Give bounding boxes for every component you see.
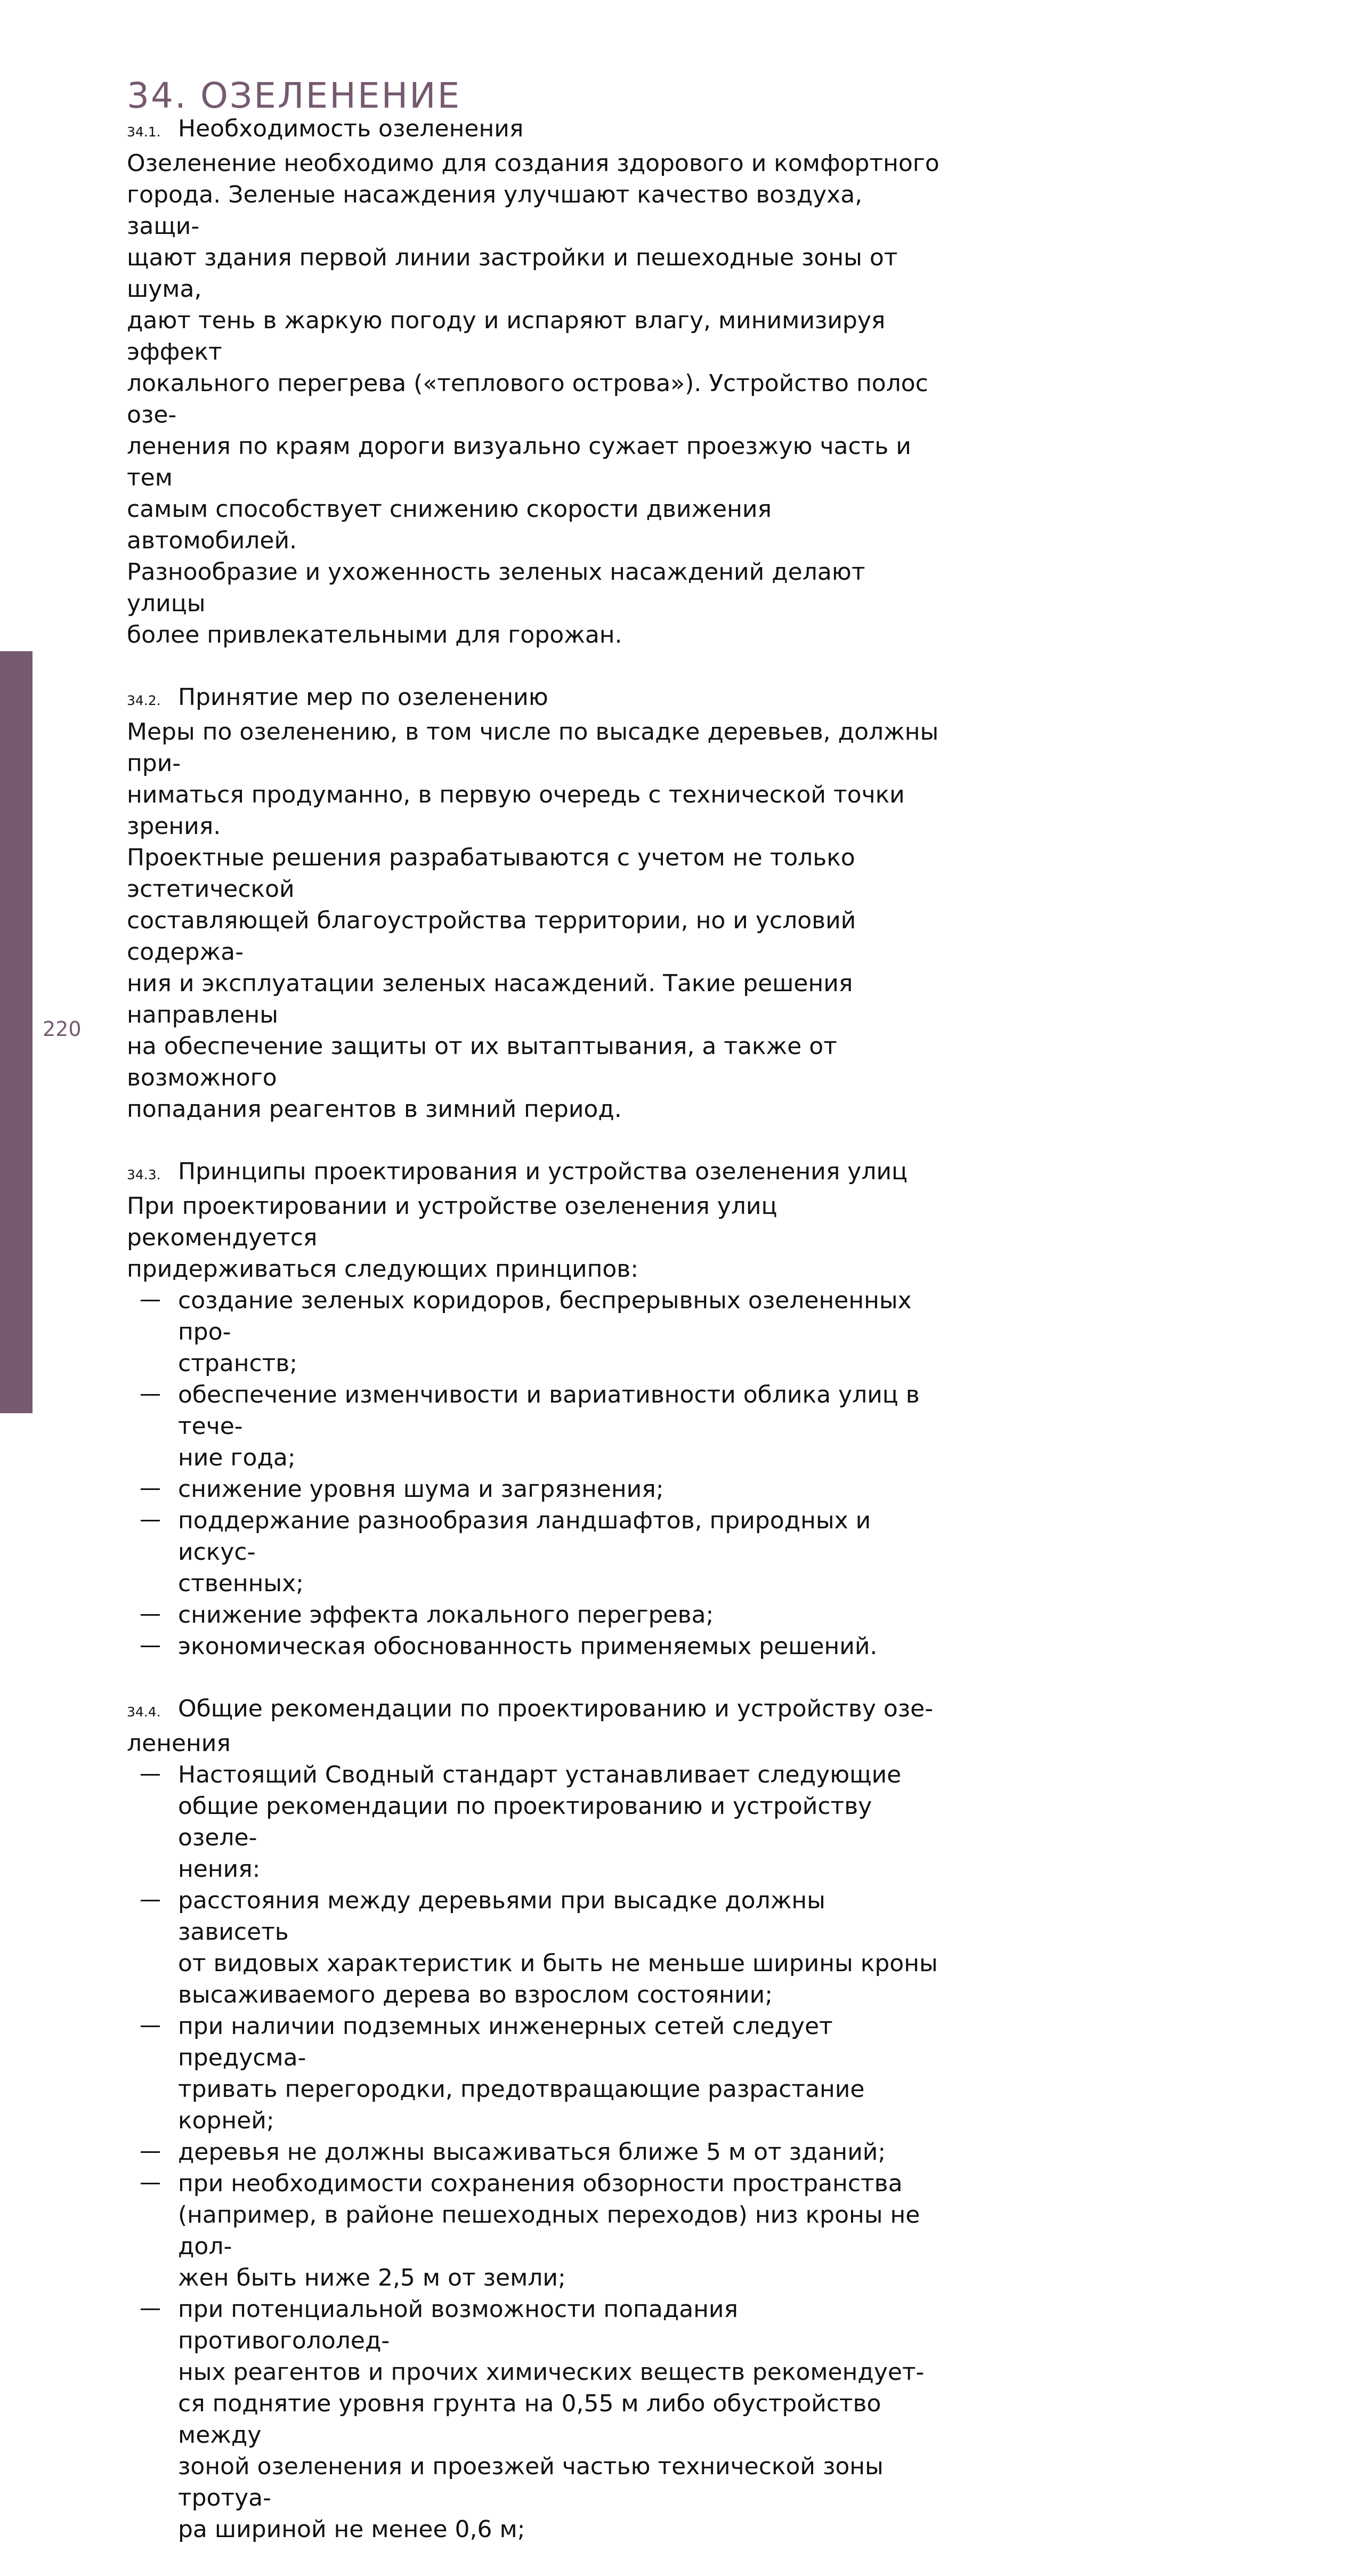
dash-bullet [141,2183,160,2184]
section-number: 34.1. [127,124,161,140]
section-34-2 [127,682,942,1125]
text-line: общие рекомендации по проектированию и устройству озеле- [178,1793,872,1851]
text-line: Озеленение необходимо для создания здорового и комфортного [127,150,939,177]
list-item [127,1379,942,1473]
dash-bullet [141,1646,160,1647]
list-item [127,2011,942,2136]
list-item [127,2136,942,2168]
section-heading [127,113,942,148]
text-line: Проектные решения разрабатываются с учетом не только эстетической [127,844,855,903]
text-line: снижение уровня шума и загрязнения; [178,1476,664,1503]
text-line: (например, в районе пешеходных переходов) низ кроны не дол- [178,2201,920,2260]
text-line: Меры по озеленению, в том числе по высадке деревьев, должны при- [127,718,939,777]
text-line: дают тень в жаркую погоду и испаряют влагу, минимизируя эффект [127,307,886,366]
text-line: на обеспечение защиты от их вытаптывания, а также от возможного [127,1033,837,1091]
principles-list [127,1285,942,1662]
text-line: ленения по краям дороги визуально сужает проезжую часть и тем [127,433,911,491]
list-item [127,1473,942,1505]
section-heading [127,1156,942,1190]
text-line: ние года; [178,1444,296,1471]
text-line: при необходимости сохранения обзорности пространства [178,2170,903,2197]
dash-bullet [141,1774,160,1776]
text-line: от видовых характеристик и быть не меньше ширины кроны [178,1950,938,1977]
list-item [127,1631,942,1662]
side-color-band [0,651,33,1413]
text-line: создание зеленых коридоров, беспрерывных озелененных про- [178,1287,912,1346]
text-line: При проектировании и устройстве озеленения улиц рекомендуется [127,1193,777,1251]
text-line: зоной озеленения и проезжей частью технической зоны тротуа- [178,2453,884,2512]
section-number: 34.4. [127,1704,161,1720]
text-line: странств; [178,1350,298,1377]
text-line: обеспечение изменчивости и вариативности облика улиц в тече- [178,1381,920,1440]
dash-bullet [141,1488,160,1490]
section-paragraph [127,148,942,651]
text-line: тривать перегородки, предотвращающие разрастание корней; [178,2076,865,2134]
text-line: ниматься продуманно, в первую очередь с технической точки зрения. [127,781,905,840]
section-heading [127,1693,942,1759]
text-line: самым способствует снижению скорости движения автомобилей. [127,496,772,554]
text-line: расстояния между деревьями при высадке должны зависеть [178,1887,825,1946]
chapter-title: 34. ОЗЕЛЕНЕНИЕ [127,75,461,116]
text-line: ных реагентов и прочих химических веществ рекомендует- [178,2359,925,2386]
text-line: более привлекательными для горожан. [127,621,622,649]
section-paragraph [127,1190,942,1285]
section-34-4 [127,1693,942,2545]
text-line: экономическая обоснованность применяемых решений. [178,1633,878,1660]
text-line: Настоящий Сводный стандарт устанавливает следующие [178,1761,902,1788]
list-item [127,1599,942,1631]
page-number: 220 [43,1017,82,1041]
list-item [127,1505,942,1599]
dash-bullet [141,2026,160,2027]
text-line: высаживаемого дерева во взрослом состоянии; [178,1981,773,2008]
text-line: составляющей благоустройства территории, но и условий содержа- [127,907,856,966]
text-line: деревья не должны высаживаться ближе 5 м от зданий; [178,2138,886,2166]
section-34-1 [127,113,942,651]
dash-bullet [141,1300,160,1301]
list-item [127,1759,942,1885]
section-number: 34.2. [127,693,161,708]
text-line: попадания реагентов в зимний период. [127,1096,622,1123]
text-line: снижение эффекта локального перегрева; [178,1601,714,1629]
list-item [127,1285,942,1379]
dash-bullet [141,2151,160,2153]
list-item [127,2294,942,2545]
recommendations-list [127,1759,942,2545]
dash-bullet [141,1520,160,1521]
section-34-3 [127,1156,942,1662]
section-number: 34.3. [127,1167,161,1182]
dash-bullet [141,2308,160,2310]
section-title: Общие рекомендации по проектированию и устройству озе- [178,1695,934,1722]
text-line: нения: [178,1856,261,1883]
text-line: поддержание разнообразия ландшафтов, природных и искус- [178,1507,871,1566]
text-line: при наличии подземных инженерных сетей следует предусма- [178,2013,833,2071]
section-paragraph [127,716,942,1125]
text-line: ния и эксплуатации зеленых насаждений. Такие решения направлены [127,970,853,1028]
list-item [127,1885,942,2011]
page-content [127,75,942,2576]
dash-bullet [141,1394,160,1396]
text-line: жен быть ниже 2,5 м от земли; [178,2264,566,2291]
text-line: придерживаться следующих принципов: [127,1255,639,1283]
dash-bullet [141,1614,160,1616]
section-title: Принципы проектирования и устройства озеленения улиц [178,1158,908,1185]
text-line: локального перегрева («теплового острова»). Устройство полос озе- [127,370,928,428]
text-line: Разнообразие и ухоженность зеленых насаждений делают улицы [127,558,865,617]
section-heading [127,682,942,716]
dash-bullet [141,1900,160,1901]
text-line: ся поднятие уровня грунта на 0,55 м либо обустройство между [178,2390,881,2449]
section-title: Принятие мер по озеленению [178,684,548,711]
section-title-continued: ленения [127,1730,231,1757]
text-line: ра шириной не менее 0,6 м; [178,2516,525,2543]
text-line: ственных; [178,1570,304,1597]
text-line: щают здания первой линии застройки и пешеходные зоны от шума, [127,244,898,303]
text-line: города. Зеленые насаждения улучшают качество воздуха, защи- [127,181,863,240]
list-item [127,2168,942,2294]
section-title: Необходимость озеленения [178,115,524,142]
text-line: при потенциальной возможности попадания противогололед- [178,2296,738,2354]
